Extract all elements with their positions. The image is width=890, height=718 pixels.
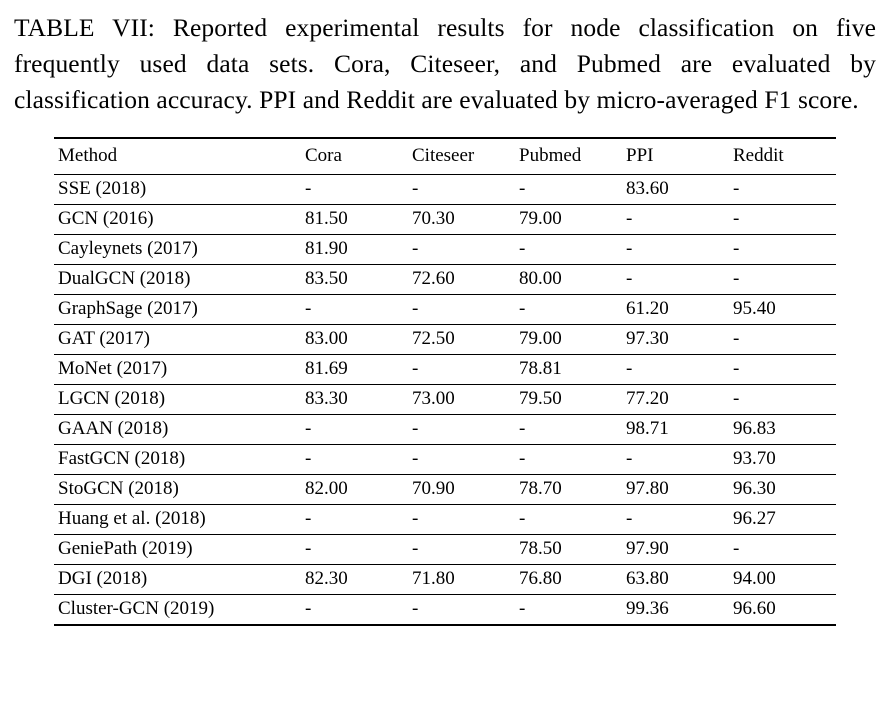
table-row <box>54 474 836 504</box>
cell-method: DGI (2018) <box>54 564 301 594</box>
cell-method: FastGCN (2018) <box>54 444 301 474</box>
cell-method: LGCN (2018) <box>54 384 301 414</box>
table-row <box>54 444 836 474</box>
cell-pubmed: - <box>515 444 622 474</box>
cell-reddit: 96.27 <box>729 504 836 534</box>
cell-pubmed: - <box>515 234 622 264</box>
cell-method: StoGCN (2018) <box>54 474 301 504</box>
cell-ppi: 97.80 <box>622 474 729 504</box>
table-header-row <box>54 138 836 175</box>
cell-ppi: 97.30 <box>622 324 729 354</box>
cell-pubmed: - <box>515 174 622 204</box>
cell-pubmed: - <box>515 594 622 624</box>
table-row <box>54 564 836 594</box>
cell-cora: - <box>301 174 408 204</box>
cell-method: DualGCN (2018) <box>54 264 301 294</box>
cell-ppi: 61.20 <box>622 294 729 324</box>
table-caption: TABLE VII: Reported experimental results for node classification on five frequently used data sets. Cora, Citeseer, and Pubmed are evaluated by classification accuracy. PPI and Reddit are evaluated by micro-averaged F1 score. <box>14 13 876 115</box>
cell-citeseer: - <box>408 234 515 264</box>
cell-cora: - <box>301 414 408 444</box>
cell-reddit: - <box>729 354 836 384</box>
results-table-container <box>54 137 836 626</box>
cell-citeseer: - <box>408 414 515 444</box>
cell-pubmed: 76.80 <box>515 564 622 594</box>
cell-reddit: - <box>729 174 836 204</box>
table-row <box>54 534 836 564</box>
cell-cora: 83.50 <box>301 264 408 294</box>
cell-citeseer: 72.60 <box>408 264 515 294</box>
cell-ppi: - <box>622 234 729 264</box>
cell-method: GraphSage (2017) <box>54 294 301 324</box>
cell-ppi: - <box>622 444 729 474</box>
cell-citeseer: - <box>408 594 515 624</box>
cell-ppi: - <box>622 204 729 234</box>
cell-cora: - <box>301 294 408 324</box>
cell-method: GCN (2016) <box>54 204 301 234</box>
cell-method: SSE (2018) <box>54 174 301 204</box>
cell-pubmed: 78.81 <box>515 354 622 384</box>
cell-citeseer: - <box>408 504 515 534</box>
cell-cora: 82.00 <box>301 474 408 504</box>
cell-reddit: - <box>729 234 836 264</box>
cell-reddit: 94.00 <box>729 564 836 594</box>
cell-ppi: - <box>622 504 729 534</box>
cell-reddit: 95.40 <box>729 294 836 324</box>
table-body <box>54 174 836 624</box>
table-row <box>54 204 836 234</box>
cell-ppi: 77.20 <box>622 384 729 414</box>
cell-cora: 81.69 <box>301 354 408 384</box>
column-header-reddit: Reddit <box>729 138 836 175</box>
cell-reddit: - <box>729 384 836 414</box>
cell-reddit: 96.30 <box>729 474 836 504</box>
cell-method: Huang et al. (2018) <box>54 504 301 534</box>
cell-ppi: 97.90 <box>622 534 729 564</box>
cell-ppi: - <box>622 264 729 294</box>
cell-reddit: 96.83 <box>729 414 836 444</box>
cell-citeseer: 72.50 <box>408 324 515 354</box>
table-row <box>54 384 836 414</box>
cell-cora: 81.90 <box>301 234 408 264</box>
cell-citeseer: - <box>408 444 515 474</box>
cell-citeseer: - <box>408 534 515 564</box>
cell-ppi: 99.36 <box>622 594 729 624</box>
table-row <box>54 414 836 444</box>
column-header-method: Method <box>54 138 301 175</box>
cell-citeseer: 70.30 <box>408 204 515 234</box>
cell-pubmed: - <box>515 414 622 444</box>
cell-citeseer: 70.90 <box>408 474 515 504</box>
cell-method: GAAN (2018) <box>54 414 301 444</box>
cell-pubmed: - <box>515 504 622 534</box>
cell-method: Cluster-GCN (2019) <box>54 594 301 624</box>
cell-ppi: 98.71 <box>622 414 729 444</box>
cell-citeseer: - <box>408 354 515 384</box>
cell-pubmed: 78.70 <box>515 474 622 504</box>
cell-reddit: - <box>729 264 836 294</box>
column-header-pubmed: Pubmed <box>515 138 622 175</box>
cell-reddit: 93.70 <box>729 444 836 474</box>
cell-citeseer: - <box>408 174 515 204</box>
cell-reddit: - <box>729 534 836 564</box>
column-header-citeseer: Citeseer <box>408 138 515 175</box>
cell-method: Cayleynets (2017) <box>54 234 301 264</box>
table-row <box>54 294 836 324</box>
cell-citeseer: - <box>408 294 515 324</box>
results-table <box>54 137 836 624</box>
cell-cora: 81.50 <box>301 204 408 234</box>
cell-pubmed: 78.50 <box>515 534 622 564</box>
cell-reddit: - <box>729 324 836 354</box>
cell-pubmed: 79.50 <box>515 384 622 414</box>
cell-cora: 83.00 <box>301 324 408 354</box>
table-row <box>54 264 836 294</box>
table-row <box>54 234 836 264</box>
column-header-ppi: PPI <box>622 138 729 175</box>
cell-ppi: 83.60 <box>622 174 729 204</box>
cell-method: GeniePath (2019) <box>54 534 301 564</box>
table-row <box>54 324 836 354</box>
cell-ppi: 63.80 <box>622 564 729 594</box>
table-row <box>54 174 836 204</box>
cell-pubmed: 79.00 <box>515 324 622 354</box>
cell-method: GAT (2017) <box>54 324 301 354</box>
table-row <box>54 504 836 534</box>
table-row <box>54 594 836 624</box>
cell-citeseer: 71.80 <box>408 564 515 594</box>
cell-cora: - <box>301 594 408 624</box>
column-header-cora: Cora <box>301 138 408 175</box>
cell-cora: 83.30 <box>301 384 408 414</box>
cell-ppi: - <box>622 354 729 384</box>
cell-reddit: - <box>729 204 836 234</box>
cell-cora: - <box>301 444 408 474</box>
cell-citeseer: 73.00 <box>408 384 515 414</box>
table-row <box>54 354 836 384</box>
table-bottom-rule <box>54 624 836 626</box>
cell-cora: - <box>301 534 408 564</box>
cell-cora: - <box>301 504 408 534</box>
cell-reddit: 96.60 <box>729 594 836 624</box>
cell-pubmed: 80.00 <box>515 264 622 294</box>
cell-pubmed: 79.00 <box>515 204 622 234</box>
table-header <box>54 138 836 175</box>
cell-cora: 82.30 <box>301 564 408 594</box>
cell-method: MoNet (2017) <box>54 354 301 384</box>
cell-pubmed: - <box>515 294 622 324</box>
